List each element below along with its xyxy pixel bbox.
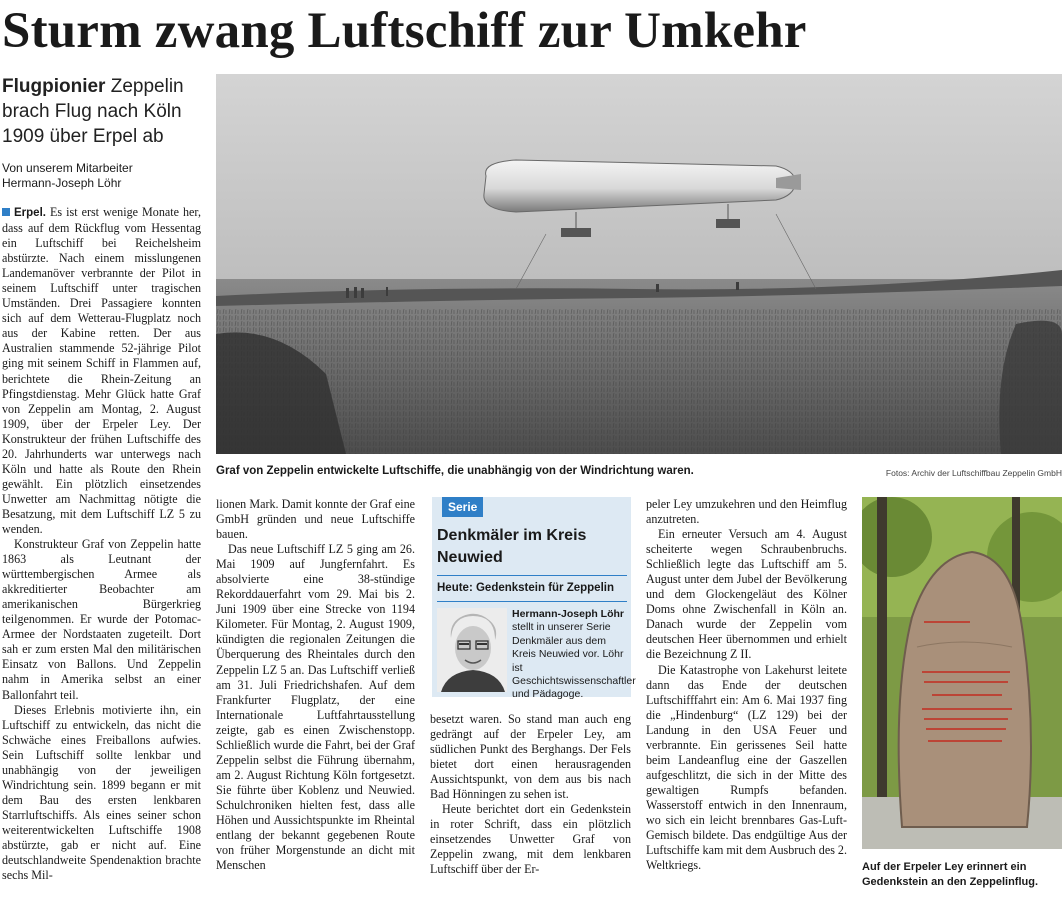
article-column-2 (216, 497, 415, 897)
dateline: Erpel. (14, 207, 46, 219)
series-author-name: Hermann-Joseph Löhr (512, 608, 625, 620)
kicker (2, 74, 210, 149)
stone-caption: Auf der Erpeler Ley erinnert ein Gedenkstein an den Zeppelinflug. (862, 861, 1039, 888)
paragraph-text: Es ist erst wenige Monate her, dass auf dem Rückflug vom Hessentag ein Luftschiff bei Reichelsheim abstürzte. Nach einem misslungenen Landemanöver verbrannte der Pilot in seinem Luftschiff unter tragischen Umständen. Drei Passagiere konnten sich auf dem Wetterau-Flugplatz noch aus der Kabine retten. Der aus Australien stammende 52-jährige Pilot ging mit seinem Schiff in Flammen auf, berichtete die Rhein-Zeitung an Pfingstdienstag. Mehr Glück hatte Graf von Zeppelin am Montag, 2. August 1909, über der Erpeler Ley. Der Konstrukteur der frühen Luftschiffe des 20. Jahrhunderts war unterwegs nach Köln und hatte als Route den Rhein gewählt. Ein plötzlich einsetzendes Unwetter am Nachmittag nötigte die Besatzung, mit dem Luftschiff LZ 5 zu wenden. (2, 205, 201, 536)
zeppelin-photo-graphic (216, 74, 1062, 454)
photo-credit: Fotos: Archiv der Luftschiffbau Zeppelin GmbH (885, 468, 1062, 478)
series-divider (437, 575, 627, 576)
article-paragraph: peler Ley umzukehren und den Heimflug anzutreten. (646, 497, 847, 527)
article-paragraph: lionen Mark. Damit konnte der Graf eine GmbH gründen und neue Luftschiffe bauen. (216, 497, 415, 542)
article-column-4 (646, 497, 847, 897)
article-column-1 (2, 205, 201, 900)
series-author-description: stellt in unserer Serie Denkmäler aus dem Kreis Neuwied vor. Löhr ist Geschichtswissenschaftler und Pädagoge. (512, 621, 636, 701)
article-paragraph: Dieses Erlebnis motivierte ihn, ein Luftschiff zu entwickeln, das nicht die Schwäche eines Freiballons aufwies. Sein Luftschiff sollte lenkbar und unabhängig von der jeweiligen Windrichtung sein. 1899 begann er mit dem Bau des ersten lenkbaren Starrluftschiffs. Als eines seiner schon weiterentwickelten Luftschiffe 1908 abstürzte, gab er nicht auf. Eine deutschlandweite Spendenaktion brachte sechs Mil- (2, 702, 201, 883)
article-paragraph (2, 205, 201, 537)
series-subtitle: Heute: Gedenkstein für Zeppelin (437, 582, 614, 594)
photo-caption: Graf von Zeppelin entwickelte Luftschiffe, die unabhängig von der Windrichtung waren. (216, 465, 694, 477)
byline-author: Hermann-Joseph Löhr (2, 176, 122, 190)
article-paragraph: Ein erneuter Versuch am 4. August scheiterte wegen Schraubenbruchs. Schließlich legte das Luftschiff am 5. August unter dem Jubel der Bevölkerung und dem Glockengeläut des Kölner Doms ohne Zwischenfall in Köln an. Danach wurde der Zeppelin vom deutschen Heer übernommen und erhielt die Bezeichnung Z II. (646, 527, 847, 662)
article-column-3 (430, 712, 631, 900)
memorial-stone-photo (862, 497, 1062, 849)
bullet-square-icon (2, 208, 10, 216)
kicker-rest: Zeppelin brach Flug nach Köln 1909 über Erpel ab (2, 76, 184, 147)
kicker-bold: Flugpionier (2, 76, 106, 97)
author-portrait-graphic (437, 608, 507, 692)
series-tag: Serie (442, 497, 483, 517)
article-paragraph: besetzt waren. So stand man auch eng gedrängt auf der Erpeler Ley, am südlichen Punkt des Berghangs. Der Fels bietet dort einen herausragenden Aussichtspunkt, von dem aus bis nach Bad Hönningen zu sehen ist. (430, 712, 631, 802)
article-paragraph: Das neue Luftschiff LZ 5 ging am 26. Mai 1909 auf Jungfernfahrt. Es absolvierte eine 38-stündige Rekorddauerfahrt vom 29. Mai bis 2. Juni 1909 über eine Strecke von 1194 Kilometer. Für Montag, 2. August 1909, kündigten die regionalen Zeitungen die Überquerung des Rheintales durch den Zeppelin LZ 5 an. Das Luftschiff verließ am 31. Juli Friedrichshafen. Auf dem Frankfurter Flugplatz, der eine Internationale Luftfahrtausstellung zeigte, gab es einen Zwischenstopp. Schließlich wurde die Fahrt, bei der Graf Zeppelin selbst die Führung übernahm, am 2. August Richtung Köln fortgesetzt. Sie führte über Koblenz und Neuwied. Schulchroniken hielten fest, dass alle Höhen und Aussichtspunkte im Rheintal entlang der bekannt gegebenen Route von früher Morgenstunde an dicht mit Menschen (216, 542, 415, 873)
series-author-text (512, 608, 636, 702)
article-paragraph: Heute berichtet dort ein Gedenkstein in roter Schrift, dass ein plötzlich einsetzendes Unwetter Graf von Zeppelin zwang, mit dem lenkbaren Luftschiff über der Er- (430, 802, 631, 877)
byline (2, 161, 210, 191)
article-paragraph: Die Katastrophe von Lakehurst leitete dann das Ende der deutschen Luftschifffahrt ein: Am 6. Mai 1937 fing die „Hindenburg“ (LZ 129) bei der Landung in den USA Feuer und verbrannte. Ein gerissenes Seil hatte beim Landeanflug eine der Gaszellen aufgeschlitzt, die sich in der Mitte des gewaltigen Rumpfs befanden. Wasserstoff entwich in den Innenraum, wo sich ein leicht brennbares Gas-Luft-Gemisch bildete. Das endgültige Aus der Luftschiffe kam mit dem Ausbruch des 2. Weltkriegs. (646, 662, 847, 873)
memorial-stone-graphic (862, 497, 1062, 849)
headline: Sturm zwang Luftschiff zur Umkehr (2, 3, 807, 59)
series-title: Denkmäler im Kreis Neuwied (437, 527, 587, 566)
byline-line1: Von unserem Mitarbeiter (2, 161, 133, 175)
series-divider (437, 601, 627, 602)
zeppelin-photo (216, 74, 1062, 454)
author-portrait (437, 608, 507, 692)
article-paragraph: Konstrukteur Graf von Zeppelin hatte 1863 als Leutnant der württembergischen Armee als akkreditierter Beobachter am amerikanischen Bürgerkrieg teilgenommen. Er wurde der Potomac-Armee der Nordstaaten zugeteilt. Dort sah er zum ersten Mal den militärischen Einsatz von Ballons. Und Zeppelin nahm in Amerika selbst an einer Ballonfahrt teil. (2, 537, 201, 702)
